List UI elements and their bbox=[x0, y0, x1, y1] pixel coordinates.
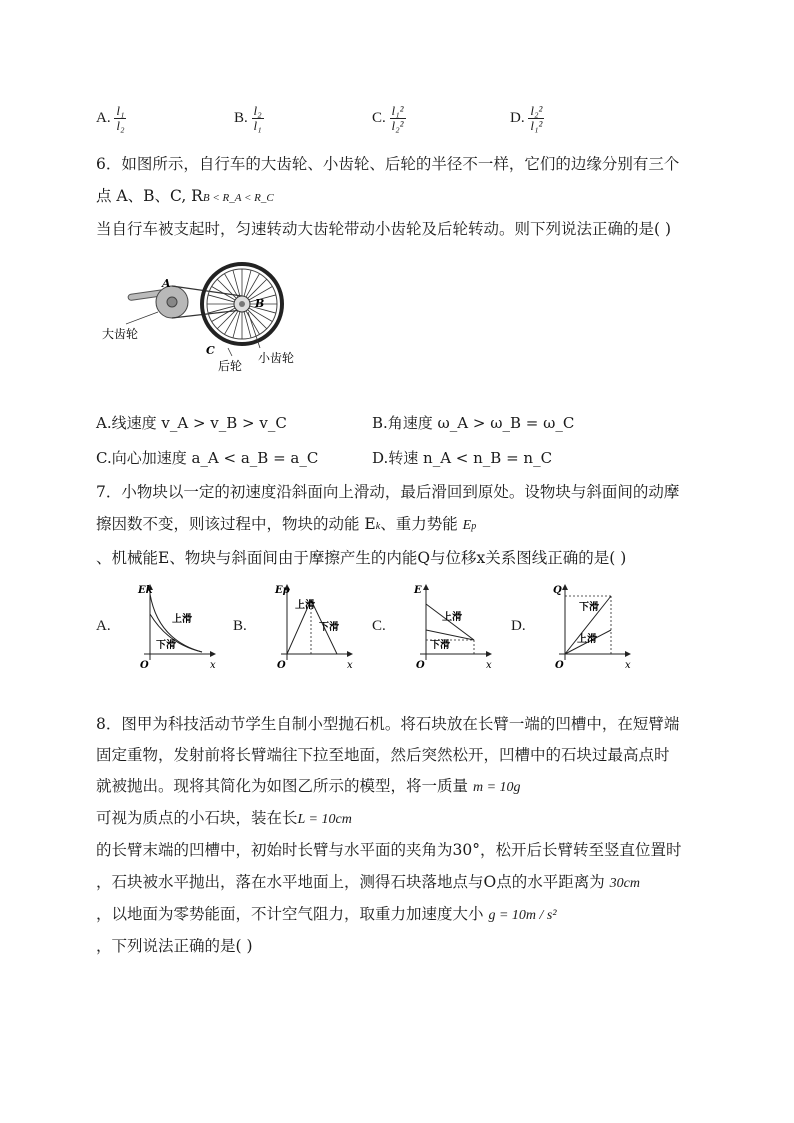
rear-wheel-label: 后轮 bbox=[218, 359, 243, 373]
q6-stem-line-2 bbox=[96, 185, 274, 209]
graph-origin-label: O bbox=[140, 660, 149, 671]
q5-option-b bbox=[234, 104, 264, 133]
q5-c-den: l₂² bbox=[391, 118, 404, 133]
q8-stem-line-1: 8．图甲为科技活动节学生自制小型抛石机。将石块放在长臂一端的凹槽中，在短臂端 bbox=[96, 715, 680, 733]
q6-option-b: B.角速度 ω_A > ω_B = ω_C bbox=[372, 414, 575, 432]
point-c-label: C bbox=[206, 344, 215, 357]
q7-graph-svg bbox=[251, 582, 361, 672]
graph-down-label: 下滑 bbox=[156, 640, 176, 651]
q5-option-a-fraction bbox=[114, 104, 126, 133]
graph-x-label: x bbox=[625, 660, 631, 671]
q5-option-b-label: B. bbox=[234, 110, 248, 126]
q8-line4-text: 可视为质点的小石块，装在长 bbox=[96, 809, 298, 827]
q8-distance-value: 30cm bbox=[609, 876, 640, 891]
q8-gravity-value: g = 10m / s² bbox=[488, 908, 557, 923]
q5-d-num: l₂² bbox=[530, 103, 543, 118]
q8-line3-text: 就被抛出。现将其简化为如图乙所示的模型，将一质量 bbox=[96, 777, 469, 795]
q5-option-c bbox=[372, 104, 406, 133]
q5-c-num: l₁² bbox=[391, 103, 404, 118]
q5-option-a bbox=[96, 104, 126, 133]
q5-option-b-fraction bbox=[252, 104, 264, 133]
point-a-label: A bbox=[162, 277, 171, 290]
q7-stem-line-2: 擦因数不变，则该过程中，物块的动能 Ek、重力势能 Ep bbox=[96, 515, 477, 533]
q6-points-text: 点 A、B、C, R bbox=[96, 187, 203, 205]
q7-graph-option-label: A. bbox=[96, 618, 111, 634]
q8-stem-line-5: 的长臂末端的凹槽中，初始时长臂与水平面的夹角为30°，松开后长臂转至竖直位置时 bbox=[96, 841, 682, 859]
q7-stem-line-1: 7．小物块以一定的初速度沿斜面向上滑动，最后滑回到原处。设物块与斜面间的动摩 bbox=[96, 483, 680, 501]
q8-length-value: L = 10cm bbox=[297, 812, 352, 827]
q7-graph-svg bbox=[529, 582, 639, 672]
q7-graph-option-label: D. bbox=[511, 618, 526, 634]
small-gear-label: 小齿轮 bbox=[258, 351, 295, 365]
q8-stem-line-2: 固定重物，发射前将长臂端往下拉至地面，然后突然松开，凹槽中的石块过最高点时 bbox=[96, 746, 670, 764]
q6-stem-line-3: 当自行车被支起时，匀速转动大齿轮带动小齿轮及后轮转动。则下列说法正确的是( ) bbox=[96, 220, 672, 238]
q8-line7-text: ，以地面为零势能面，不计空气阻力，取重力加速度大小 bbox=[96, 905, 484, 923]
graph-origin-label: O bbox=[555, 660, 564, 671]
q5-option-d-label: D. bbox=[510, 110, 525, 126]
q7-graph-svg bbox=[390, 582, 500, 672]
q6-option-c: C.向心加速度 a_A < a_B = a_C bbox=[96, 449, 319, 467]
q7-graph-option-label: C. bbox=[372, 618, 386, 634]
graph-y-label: Q bbox=[553, 585, 562, 596]
q8-mass-value: m = 10g bbox=[472, 780, 521, 795]
q7-stem-line-2-text: 擦因数不变，则该过程中，物块的动能 E bbox=[96, 515, 376, 533]
q7-stem-line-3: 、机械能E、物块与斜面间由于摩擦产生的内能Q与位移x关系图线正确的是( ) bbox=[96, 549, 627, 567]
graph-y-label: Ek bbox=[138, 585, 153, 596]
graph-origin-label: O bbox=[416, 660, 425, 671]
graph-down-label: 下滑 bbox=[579, 602, 599, 613]
q8-stem-line-6 bbox=[96, 871, 640, 895]
q5-a-num: l₁ bbox=[116, 103, 125, 118]
q8-stem-line-4 bbox=[96, 807, 352, 831]
q7-graph-option-label: B. bbox=[233, 618, 247, 634]
q5-d-den: l₁² bbox=[530, 118, 543, 133]
q8-line6-text: ，石块被水平抛出，落在水平地面上，测得石块落地点与O点的水平距离为 bbox=[96, 873, 605, 891]
graph-y-label: E bbox=[414, 585, 422, 596]
q5-b-den: l₁ bbox=[253, 118, 262, 133]
graph-x-label: x bbox=[486, 660, 492, 671]
q5-option-c-label: C. bbox=[372, 110, 386, 126]
q5-option-d bbox=[510, 104, 544, 133]
graph-down-label: 下滑 bbox=[319, 622, 339, 633]
graph-x-label: x bbox=[210, 660, 216, 671]
q5-option-c-fraction bbox=[390, 104, 406, 133]
bicycle-gear-figure bbox=[100, 260, 310, 378]
q6-radius-relation: B < R_A < R_C bbox=[202, 192, 274, 204]
q7-graph-svg bbox=[114, 582, 224, 672]
graph-x-label: x bbox=[347, 660, 353, 671]
graph-y-label: Ep bbox=[275, 585, 290, 596]
q5-option-d-fraction bbox=[528, 104, 544, 133]
q5-a-den: l₂ bbox=[116, 118, 125, 133]
point-b-label: B bbox=[255, 297, 265, 310]
graph-up-label: 上滑 bbox=[442, 612, 462, 623]
q6-option-a: A.线速度 v_A > v_B > v_C bbox=[96, 414, 287, 432]
q5-option-a-label: A. bbox=[96, 110, 111, 126]
graph-up-label: 上滑 bbox=[172, 614, 192, 625]
q6-option-d: D.转速 n_A < n_B = n_C bbox=[372, 449, 553, 467]
q8-stem-line-7 bbox=[96, 903, 557, 927]
graph-up-label: 上滑 bbox=[295, 600, 315, 611]
graph-down-label: 下滑 bbox=[430, 640, 450, 651]
q8-stem-line-8: ，下列说法正确的是( ) bbox=[96, 937, 253, 955]
graph-origin-label: O bbox=[277, 660, 286, 671]
graph-up-label: 上滑 bbox=[577, 634, 597, 645]
q5-b-num: l₂ bbox=[253, 103, 262, 118]
q6-stem-line-1: 6．如图所示，自行车的大齿轮、小齿轮、后轮的半径不一样，它们的边缘分别有三个 bbox=[96, 155, 680, 173]
big-gear-label: 大齿轮 bbox=[102, 327, 139, 341]
q8-stem-line-3 bbox=[96, 775, 521, 799]
